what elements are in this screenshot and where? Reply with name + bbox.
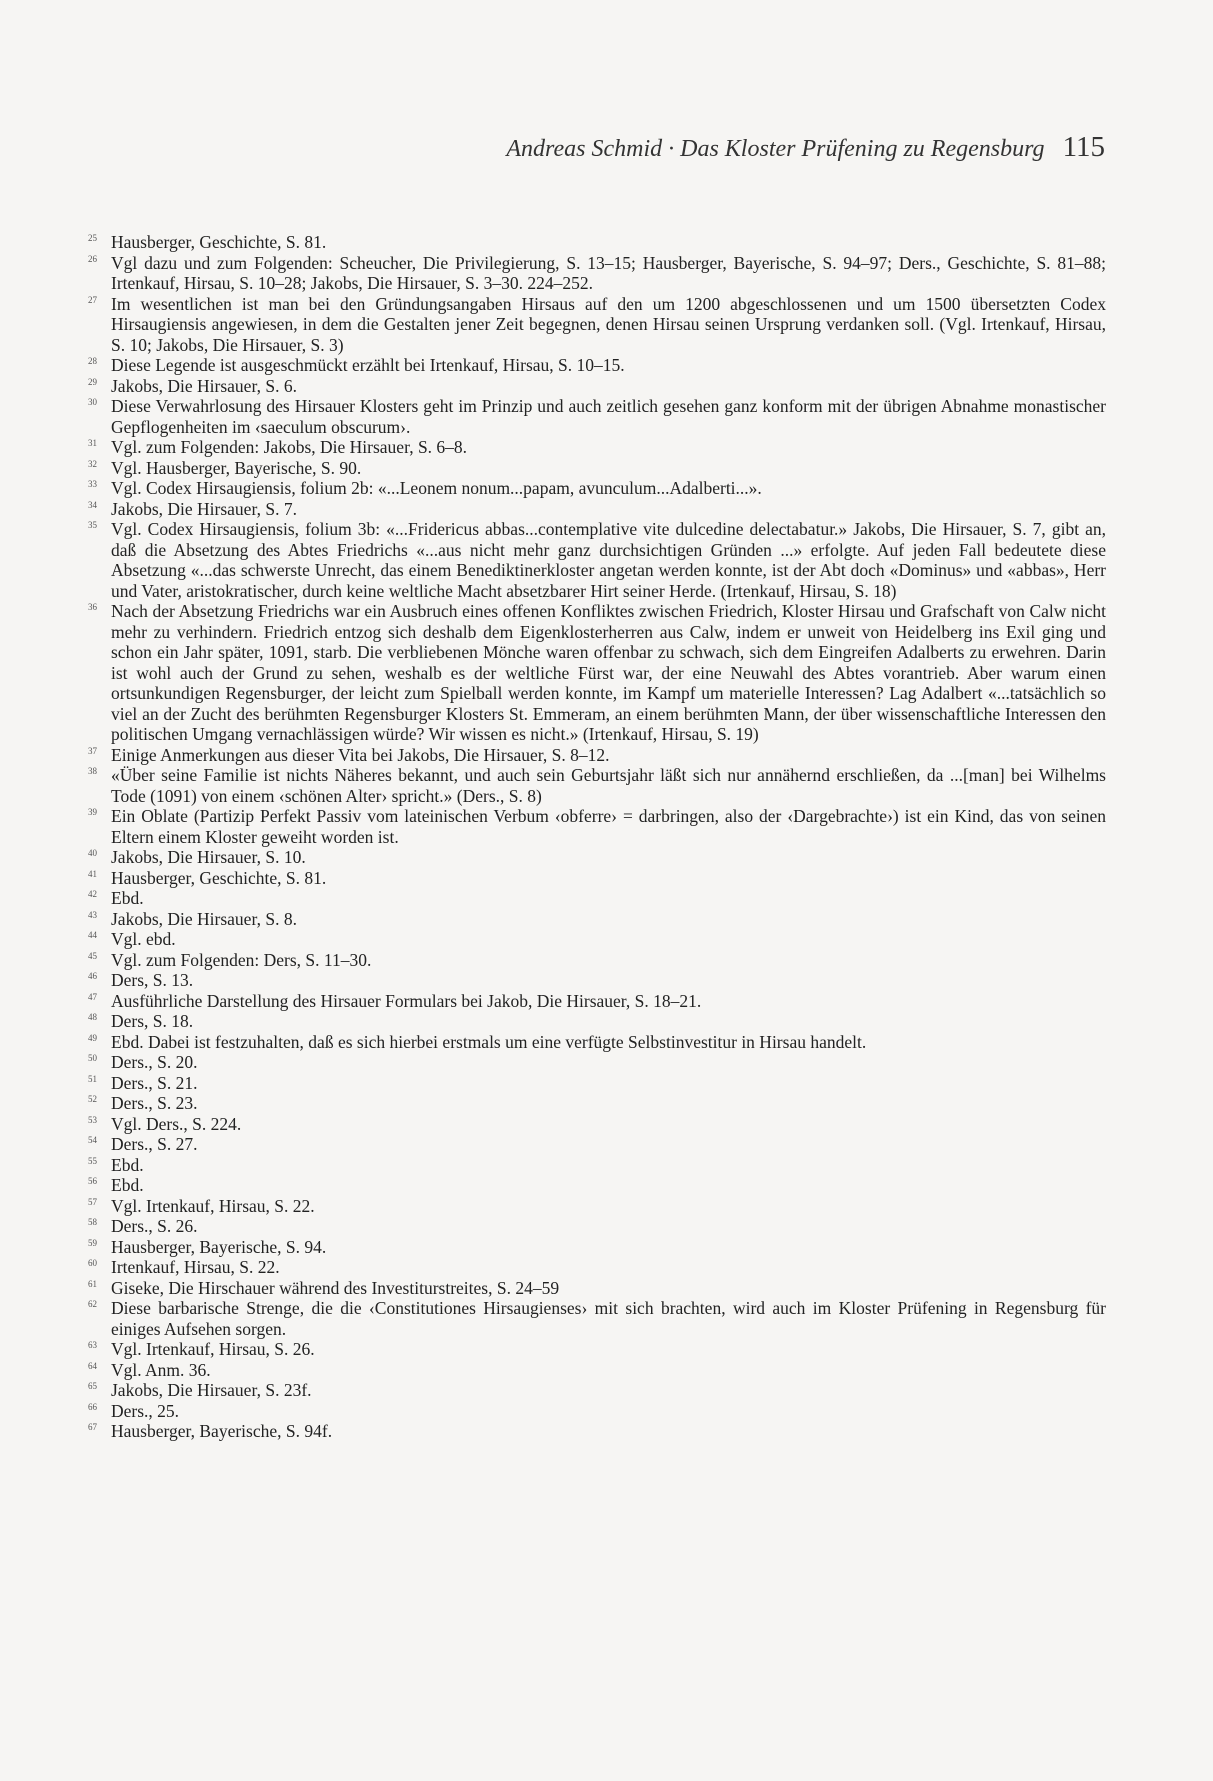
footnote-text: Vgl. ebd. bbox=[111, 929, 176, 949]
running-header bbox=[0, 131, 1105, 164]
footnote-text: Einige Anmerkungen aus dieser Vita bei Jakobs, Die Hirsauer, S. 8–12. bbox=[111, 744, 610, 765]
footnote-text: Ders., 25. bbox=[111, 1400, 180, 1421]
footnote-number: 67 bbox=[88, 1422, 97, 1432]
footnote-number: 41 bbox=[88, 868, 97, 879]
footnote-number: 40 bbox=[88, 848, 97, 858]
footnote-number: 51 bbox=[88, 1073, 97, 1084]
footnote-text: Ders., S. 23. bbox=[111, 1093, 198, 1113]
footnote-text: Irtenkauf, Hirsau, S. 22. bbox=[111, 1257, 280, 1277]
footnote-number: 29 bbox=[88, 376, 97, 387]
footnote-text: Ders, S. 18. bbox=[111, 1011, 194, 1031]
footnote-text: Ein Oblate (Partizip Perfekt Passiv vom lateinischen Verbum ‹obferre› = darbringen, also der ‹Dargebrachte›) ist ein Kind, das von seinen Eltern einem Kloster geweiht worden ist. bbox=[111, 806, 1106, 847]
footnote-text: Ders., S. 20. bbox=[111, 1052, 198, 1072]
footnote-number: 46 bbox=[88, 971, 97, 981]
footnote bbox=[88, 806, 1106, 847]
footnote-text: Vgl. Anm. 36. bbox=[111, 1359, 211, 1380]
running-title: Andreas Schmid · Das Kloster Prüfening zu Regensburg bbox=[506, 136, 1045, 162]
footnote-text: Diese barbarische Strenge, die die ‹Constitutiones Hirsaugienses› mit sich brachten, wird auch im Kloster Prüfening in Regensburg für einiges Aufsehen sorgen. bbox=[111, 1298, 1106, 1339]
footnote bbox=[88, 1175, 1106, 1196]
footnote bbox=[88, 601, 1106, 745]
footnote bbox=[88, 1380, 1106, 1401]
footnote-text: Jakobs, Die Hirsauer, S. 23f. bbox=[111, 1380, 312, 1400]
footnote-number: 45 bbox=[88, 950, 97, 961]
footnote-number: 31 bbox=[88, 438, 97, 448]
footnote-text: Hausberger, Bayerische, S. 94f. bbox=[111, 1421, 333, 1441]
footnote bbox=[88, 888, 1106, 909]
footnote bbox=[88, 499, 1106, 520]
footnote bbox=[88, 1032, 1106, 1053]
footnote-number: 60 bbox=[88, 1258, 97, 1268]
footnote-text: Jakobs, Die Hirsauer, S. 10. bbox=[111, 847, 306, 867]
footnote-text: Diese Legende ist ausgeschmückt erzählt bei Irtenkauf, Hirsau, S. 10–15. bbox=[111, 355, 625, 375]
footnote-text: Ders, S. 13. bbox=[111, 970, 194, 990]
footnote bbox=[88, 1257, 1106, 1278]
footnote bbox=[88, 458, 1106, 479]
footnotes-list bbox=[88, 232, 1106, 1442]
footnote bbox=[88, 1011, 1106, 1032]
footnote bbox=[88, 1073, 1106, 1094]
footnote bbox=[88, 868, 1106, 889]
footnote-number: 34 bbox=[88, 499, 97, 510]
footnote-text: Giseke, Die Hirschauer während des Investiturstreites, S. 24–59 bbox=[111, 1277, 560, 1298]
footnote-text: Diese Verwahrlosung des Hirsauer Klosters geht im Prinzip und auch zeitlich gesehen ganz konform mit der übrigen Abnahme monastischer Gepflogenheiten im ‹saeculum obscurum›. bbox=[111, 396, 1106, 437]
footnote-text: Hausberger, Geschichte, S. 81. bbox=[111, 867, 327, 888]
footnote-number: 50 bbox=[88, 1053, 97, 1063]
footnote-number: 53 bbox=[88, 1114, 97, 1125]
footnote bbox=[88, 909, 1106, 930]
footnote bbox=[88, 519, 1106, 601]
footnote-number: 27 bbox=[88, 294, 97, 305]
footnote bbox=[88, 991, 1106, 1012]
footnote-text: Ebd. bbox=[111, 1175, 144, 1195]
footnote-text: Vgl. Irtenkauf, Hirsau, S. 22. bbox=[111, 1195, 315, 1216]
footnote-number: 30 bbox=[88, 397, 97, 407]
footnote bbox=[88, 232, 1106, 253]
footnote-text: Jakobs, Die Hirsauer, S. 7. bbox=[111, 498, 297, 519]
footnote-number: 54 bbox=[88, 1135, 97, 1145]
footnote-text: Vgl. Codex Hirsaugiensis, folium 2b: «...Leonem nonum...papam, avunculum...Adalberti...». bbox=[111, 478, 762, 498]
footnote-text: «Über seine Familie ist nichts Näheres bekannt, und auch sein Geburtsjahr läßt sich nur annähernd erschließen, da ...[man] bei Wilhelms Tode (1091) von einem ‹schönen Alter› spricht.» (Ders., S. 8) bbox=[111, 765, 1106, 806]
footnote-text: Ders., S. 26. bbox=[111, 1216, 198, 1236]
footnote bbox=[88, 1114, 1106, 1135]
footnote-number: 37 bbox=[88, 745, 97, 756]
footnote-text: Ausführliche Darstellung des Hirsauer Formulars bei Jakob, Die Hirsauer, S. 18–21. bbox=[111, 990, 702, 1011]
footnote-text: Im wesentlichen ist man bei den Gründungsangaben Hirsaus auf den um 1200 abgeschlossenen und um 1500 übersetzten Codex Hirsaugiensis angewiesen, in dem die Gestalten jener Zeit begegnen, denen Hirsau seinen Ursprung verdanken soll. (Vgl. Irtenkauf, Hirsau, S. 10; Jakobs, Die Hirsauer, S. 3) bbox=[111, 293, 1106, 355]
footnote bbox=[88, 1216, 1106, 1237]
footnote-text: Jakobs, Die Hirsauer, S. 6. bbox=[111, 375, 297, 396]
footnote bbox=[88, 929, 1106, 950]
footnote bbox=[88, 1421, 1106, 1442]
footnote-text: Vgl dazu und zum Folgenden: Scheucher, Die Privilegierung, S. 13–15; Hausberger, Bayerische, S. 94–97; Ders., Geschichte, S. 81–88; Irtenkauf, Hirsau, S. 10–28; Jakobs, Die Hirsauer, S. 3–30. 224–252. bbox=[111, 252, 1106, 293]
footnote-text: Vgl. zum Folgenden: Ders, S. 11–30. bbox=[111, 949, 372, 970]
footnote-number: 47 bbox=[88, 991, 97, 1002]
footnote bbox=[88, 478, 1106, 499]
footnote bbox=[88, 1278, 1106, 1299]
footnote-number: 39 bbox=[88, 807, 97, 817]
footnote bbox=[88, 1196, 1106, 1217]
footnote-text: Vgl. Ders., S. 224. bbox=[111, 1113, 242, 1134]
footnote-number: 66 bbox=[88, 1401, 97, 1412]
footnote-number: 55 bbox=[88, 1155, 97, 1166]
footnote bbox=[88, 376, 1106, 397]
footnote-number: 35 bbox=[88, 520, 97, 530]
footnote-number: 33 bbox=[88, 479, 97, 489]
footnote-number: 52 bbox=[88, 1094, 97, 1104]
footnote bbox=[88, 765, 1106, 806]
footnote bbox=[88, 1237, 1106, 1258]
footnote-text: Jakobs, Die Hirsauer, S. 8. bbox=[111, 908, 297, 929]
footnote-number: 65 bbox=[88, 1381, 97, 1391]
footnote-text: Vgl. Irtenkauf, Hirsau, S. 26. bbox=[111, 1339, 315, 1359]
footnote-number: 43 bbox=[88, 909, 97, 920]
footnote-number: 57 bbox=[88, 1196, 97, 1207]
footnote bbox=[88, 1401, 1106, 1422]
footnote-text: Vgl. Hausberger, Bayerische, S. 90. bbox=[111, 457, 362, 478]
footnote-text: Ebd. Dabei ist festzuhalten, daß es sich hierbei erstmals um eine verfügte Selbstinvestitur in Hirsau handelt. bbox=[111, 1031, 867, 1052]
page-number: 115 bbox=[1062, 131, 1105, 163]
footnote-text: Nach der Absetzung Friedrichs war ein Ausbruch eines offenen Konfliktes zwischen Friedrich, Kloster Hirsau und Grafschaft von Calw nicht mehr zu verhindern. Friedrich entzog sich deshalb dem Eigenklosterherren aus Calw, indem er unweit von Heidelberg ins Exil ging und schon ein Jahr später, 1091, starb. Die verbliebenen Mönche waren offenbar zu schwach, sich dem Eingreifen Adalberts zu erwehren. Darin ist wohl auch der Grund zu sehen, weshalb es der weltliche Fürst war, der eine Neuwahl des Abtes vorantrieb. Aber warum einen ortsunkundigen Regensburger, der leicht zum Spielball werden konnte, im Kampf um materielle Interessen? Lag Adalbert «...tatsächlich so viel an der Zucht des berühmten Regensburger Klosters St. Emmeram, an einem berühmten Mann, der über wissenschaftliche Interessen den politischen Umgang vernachlässigen würde? Wir wissen es nicht.» (Irtenkauf, Hirsau, S. 19) bbox=[111, 601, 1106, 744]
footnote bbox=[88, 847, 1106, 868]
footnote-number: 58 bbox=[88, 1217, 97, 1227]
footnote-number: 25 bbox=[88, 233, 97, 243]
footnote bbox=[88, 950, 1106, 971]
footnote-number: 42 bbox=[88, 889, 97, 899]
footnote-number: 59 bbox=[88, 1237, 97, 1248]
footnote-number: 61 bbox=[88, 1278, 97, 1289]
footnote-text: Ebd. bbox=[111, 1154, 144, 1175]
footnote-number: 63 bbox=[88, 1340, 97, 1350]
footnote-text: Vgl. zum Folgenden: Jakobs, Die Hirsauer, S. 6–8. bbox=[111, 437, 468, 457]
footnote-number: 28 bbox=[88, 356, 97, 366]
footnote-text: Hausberger, Bayerische, S. 94. bbox=[111, 1236, 327, 1257]
footnote bbox=[88, 745, 1106, 766]
footnote bbox=[88, 1155, 1106, 1176]
footnote bbox=[88, 396, 1106, 437]
footnote-number: 48 bbox=[88, 1012, 97, 1022]
footnote bbox=[88, 1298, 1106, 1339]
footnote-number: 49 bbox=[88, 1032, 97, 1043]
footnote bbox=[88, 1339, 1106, 1360]
footnote bbox=[88, 1093, 1106, 1114]
footnote bbox=[88, 355, 1106, 376]
footnote bbox=[88, 437, 1106, 458]
footnote bbox=[88, 294, 1106, 356]
footnote bbox=[88, 1360, 1106, 1381]
footnote-text: Vgl. Codex Hirsaugiensis, folium 3b: «...Fridericus abbas...contemplative vite dulcedine delectabatur.» Jakobs, Die Hirsauer, S. 7, gibt an, daß die Absetzung des Abtes Friedrichs «...aus nicht mehr ganz durchsichtigen Gründen ...» erfolgte. Auf jeden Fall bedeutete diese Absetzung «...das schwerste Unrecht, das einem Benediktinerkloster angetan werden konnte, ist der Abt doch «Dominus» und «abbas», Herr und Vater, aristokratischer, durch keine weltliche Macht absetzbarer Hirt seiner Herde. (Irtenkauf, Hirsau, S. 18) bbox=[111, 519, 1106, 601]
footnote bbox=[88, 970, 1106, 991]
footnote-number: 36 bbox=[88, 602, 97, 612]
footnote bbox=[88, 1052, 1106, 1073]
footnote-text: Ders., S. 27. bbox=[111, 1134, 198, 1154]
footnote bbox=[88, 1134, 1106, 1155]
footnote-number: 26 bbox=[88, 253, 97, 264]
footnote-text: Ders., S. 21. bbox=[111, 1072, 198, 1093]
footnote-text: Hausberger, Geschichte, S. 81. bbox=[111, 232, 327, 252]
footnote-number: 38 bbox=[88, 766, 97, 776]
footnote-number: 32 bbox=[88, 458, 97, 469]
footnote-number: 56 bbox=[88, 1176, 97, 1186]
footnote bbox=[88, 253, 1106, 294]
footnote-number: 62 bbox=[88, 1299, 97, 1309]
footnote-number: 64 bbox=[88, 1360, 97, 1371]
footnote-text: Ebd. bbox=[111, 888, 144, 908]
footnote-number: 44 bbox=[88, 930, 97, 940]
